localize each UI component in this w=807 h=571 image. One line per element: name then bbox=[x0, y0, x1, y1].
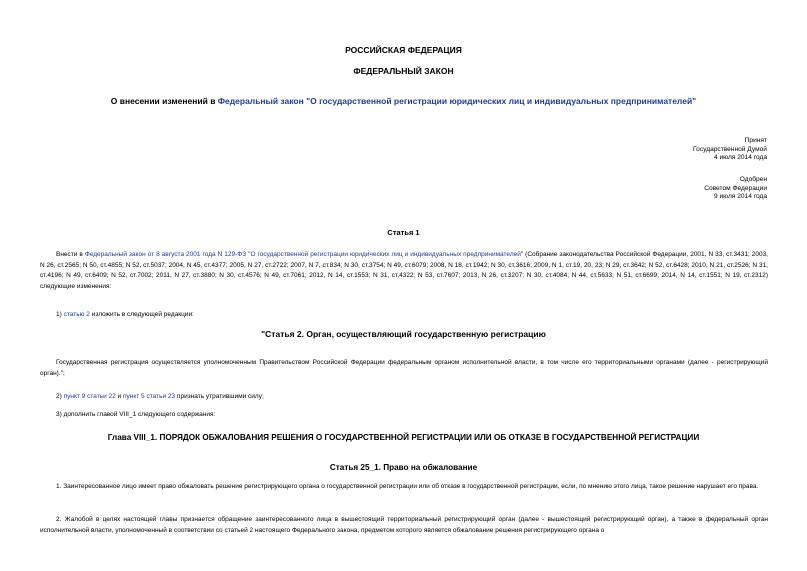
item1-prefix: 1) bbox=[56, 311, 64, 318]
item2-link2[interactable]: пункт 5 статьи 23 bbox=[122, 393, 176, 400]
article1-intro bbox=[40, 250, 768, 292]
adoption-line3: 4 июля 2014 года bbox=[713, 154, 767, 162]
approval-block bbox=[704, 176, 767, 202]
article1-heading: Статья 1 bbox=[387, 228, 420, 237]
country-heading: РОССИЙСКАЯ ФЕДЕРАЦИЯ bbox=[345, 45, 462, 55]
intro-prefix: Внести в bbox=[56, 251, 85, 258]
item2 bbox=[56, 392, 264, 401]
approval-line3: 9 июля 2014 года bbox=[713, 193, 767, 201]
item1 bbox=[56, 310, 194, 319]
adoption-line1: Принят bbox=[744, 137, 767, 144]
item2-mid: и bbox=[115, 393, 123, 400]
item2-prefix: 2) bbox=[56, 393, 64, 400]
adoption-block bbox=[693, 137, 767, 163]
article2-text: Государственная регистрация осуществляется уполномоченным Правительством Российской Федерации федеральным органом исполнительной власти, в том числе его территориальными органами (далее - регистрирующий орган)."; bbox=[40, 359, 768, 377]
intro-law-title-link[interactable]: О государственной регистрации юридических лиц и индивидуальных предпринимателей bbox=[250, 251, 521, 258]
law-title-link[interactable]: Федеральный закон "О государственной регистрации юридических лиц и индивидуальных предпринимателей" bbox=[217, 96, 697, 106]
item1-rest: изложить в следующей редакции: bbox=[89, 311, 194, 318]
law-type-heading: ФЕДЕРАЛЬНЫЙ ЗАКОН bbox=[353, 66, 454, 76]
approval-line2: Советом Федерации bbox=[704, 184, 767, 192]
chapter-heading: Глава VIII_1. ПОРЯДОК ОБЖАЛОВАНИЯ РЕШЕНИЯ О ГОСУДАРСТВЕННОЙ РЕГИСТРАЦИИ ИЛИ ОБ ОТКАЗЕ В ГОСУДАРСТВЕННОЙ РЕГИСТРАЦИИ bbox=[107, 433, 700, 442]
intro-rest: " (Собрание законодательства Российской Федерации, 2001, N 33, ст.3431; 2003, N 26, ст.2565; N 50, ст.4855; N 52, ст.5037; 2004, N 45, ст.4377; 2005, N 27, ст.2722; 2007, N 7, ст.834; N 30, ст.3754; N 49, ст.6079; 2008, N 18, ст.1942; N 30, ст.3616; 2009, N 1, ст.19, 20, 23; N 29, ст.3642; N 52, ст.6428; 2010, N 21, ст.2526; N 31, ст.4196; N 49, ст.6409; N 52, ст.7002; 2011, N 27, ст.3880; N 30, ст.4576; N 49, ст.7061; 2012, N 14, ст.1553; N 31, ст.4322; N 53, ст.7607; 2013, N 26, ст.3207; N 30, ст.4084; N 44, ст.5633; N 51, ст.6699; 2014, N 14, ст.1551; N 19, ст.2312) следующие изменения: bbox=[40, 251, 768, 290]
article25-paragraph1: 1. Заинтересованное лицо имеет право обжаловать решение регистрирующего органа о государственной регистрации или об отказе в государственной регистрации, если, по мнению этого лица, такое решение нарушает его права. bbox=[56, 483, 759, 490]
article2-heading: "Статья 2. Орган, осуществляющий государственную регистрацию bbox=[261, 329, 546, 339]
item3: 3) дополнить главой VIII_1 следующего содержания: bbox=[56, 411, 216, 418]
item2-rest: признать утратившими силу; bbox=[175, 393, 264, 400]
article25-paragraph2: 2. Жалобой в целях настоящей главы признается обращение заинтересованного лица в вышестоящий территориальный регистрирующий орган (далее - вышестоящий регистрирующий орган), а также в федеральный орган исполнительной власти, уполномоченный в соответствии со статьей 2 настоящего Федерального закона, предметом которого является обжалование решения регистрирующего органа о bbox=[40, 516, 768, 534]
item1-link[interactable]: статью 2 bbox=[63, 311, 90, 318]
intro-law-link[interactable]: Федеральный закон от 8 августа 2001 года N 129-ФЗ " bbox=[84, 251, 251, 258]
article25-heading: Статья 25_1. Право на обжалование bbox=[329, 463, 478, 472]
law-title-prefix: О внесении изменений в bbox=[110, 96, 218, 106]
approval-line1: Одобрен bbox=[739, 176, 767, 183]
law-title bbox=[0, 96, 807, 106]
adoption-line2: Государственной Думой bbox=[693, 145, 767, 153]
item2-link1[interactable]: пункт 9 статьи 22 bbox=[63, 393, 116, 400]
